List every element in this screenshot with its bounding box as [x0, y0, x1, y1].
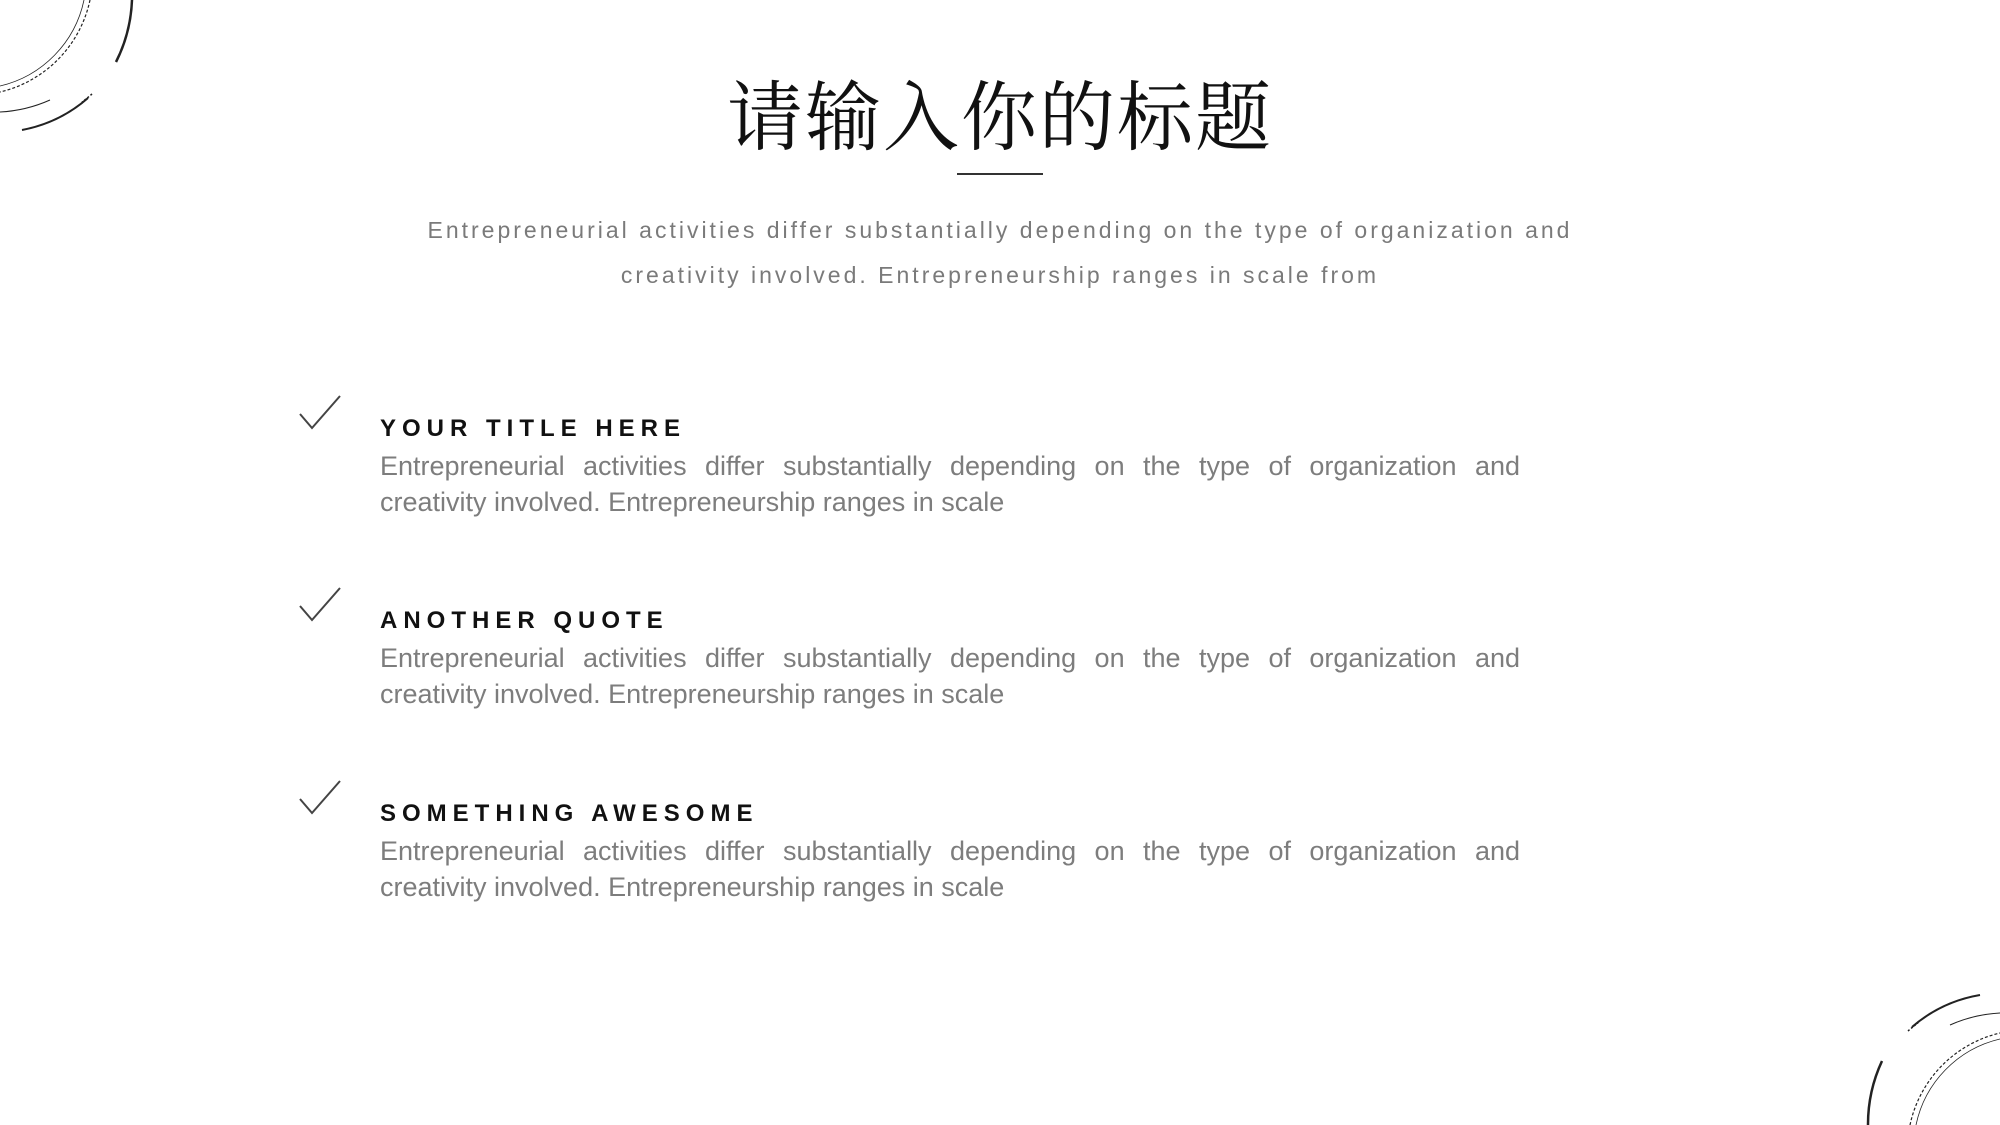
list-item	[290, 582, 1520, 722]
title-underline	[957, 173, 1043, 175]
check-icon	[299, 394, 341, 432]
check-icon	[299, 779, 341, 817]
item-body: Entrepreneurial activities differ substantially depending on the type of organization and creativity involved. Entrepreneurship ranges in scale	[380, 643, 1520, 709]
list-item	[290, 775, 1520, 915]
check-icon	[299, 586, 341, 624]
item-heading: SOMETHING AWESOME	[380, 800, 759, 827]
slide-subtitle: Entrepreneurial activities differ substantially depending on the type of organization and creativity involved. Entrepreneurship ranges in scale from	[427, 217, 1573, 288]
item-heading: ANOTHER QUOTE	[380, 607, 669, 634]
slide-title: 请输入你的标题	[727, 73, 1273, 162]
list-item	[290, 390, 1520, 530]
corner-arcs-decoration-bottom-right	[1840, 975, 2000, 1125]
item-heading: YOUR TITLE HERE	[380, 415, 687, 442]
item-body: Entrepreneurial activities differ substantially depending on the type of organization and creativity involved. Entrepreneurship ranges in scale	[380, 451, 1520, 517]
item-body: Entrepreneurial activities differ substantially depending on the type of organization and creativity involved. Entrepreneurship ranges in scale	[380, 836, 1520, 902]
